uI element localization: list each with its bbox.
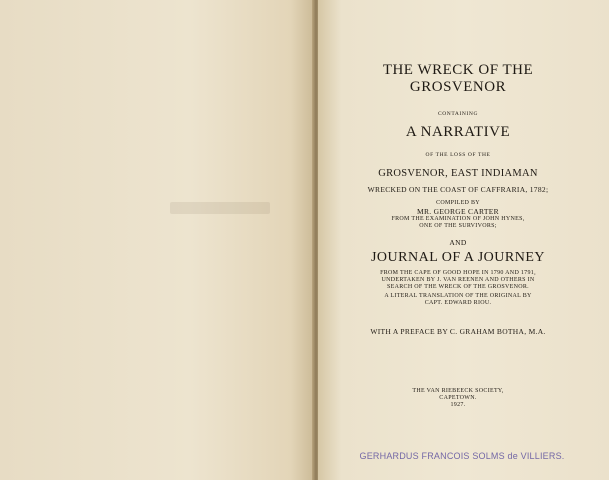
title-block	[330, 62, 586, 96]
translation-line-2: CAPT. EDWARD RIOU.	[424, 300, 492, 306]
publisher-block	[330, 388, 586, 409]
examination-line: FROM THE EXAMINATION OF JOHN HYNES,	[391, 216, 525, 222]
journal-heading: JOURNAL OF A JOURNEY	[370, 250, 545, 265]
wrecked-line: WRECKED ON THE COAST OF CAFFRARIA, 1782;	[367, 185, 549, 194]
compiler-block	[330, 200, 586, 230]
wrecked-line-wrap	[330, 185, 586, 194]
journey-line-3: SEARCH OF THE WRECK OF THE GROSVENOR.	[387, 284, 529, 290]
publisher-line-2: CAPETOWN.	[439, 395, 477, 401]
compiler-name: MR. GEORGE CARTER	[417, 207, 499, 216]
ownership-stamp: GERHARDUS FRANCOIS SOLMS de VILLIERS.	[359, 451, 565, 461]
journal-heading-wrap	[330, 249, 586, 266]
survivors-line: ONE OF THE SURVIVORS;	[419, 223, 497, 229]
preface-line: WITH A PREFACE BY C. GRAHAM BOTHA, M.A.	[370, 327, 546, 336]
containing-label-wrap	[330, 110, 586, 118]
ship-heading-wrap	[330, 168, 586, 180]
and-label: AND	[449, 238, 467, 247]
title-line-2: GROSVENOR	[409, 79, 507, 95]
compiled-by-label: COMPILED BY	[436, 200, 480, 206]
narrative-heading-wrap	[330, 124, 586, 141]
narrative-heading: A NARRATIVE	[405, 124, 511, 140]
title-line-1: THE WRECK OF THE	[382, 62, 534, 78]
loss-label: OF THE LOSS OF THE	[425, 152, 491, 158]
publisher-line-1: THE VAN RIEBEECK SOCIETY,	[412, 388, 504, 394]
preface-wrap	[330, 327, 586, 336]
journey-line-2: UNDERTAKEN BY J. VAN REENEN AND OTHERS IN	[381, 277, 535, 283]
loss-label-wrap	[330, 151, 586, 159]
journey-line-1: FROM THE CAPE OF GOOD HOPE IN 1790 AND 1791,	[380, 270, 536, 276]
translation-line-1: A LITERAL TRANSLATION OF THE ORIGINAL BY	[384, 293, 532, 299]
ship-heading: GROSVENOR, EAST INDIAMAN	[378, 168, 538, 179]
and-label-wrap	[330, 238, 586, 247]
containing-label: CONTAINING	[437, 111, 479, 117]
bleed-through-text	[170, 202, 270, 214]
publisher-year: 1927.	[450, 402, 466, 408]
journey-block	[330, 270, 586, 307]
